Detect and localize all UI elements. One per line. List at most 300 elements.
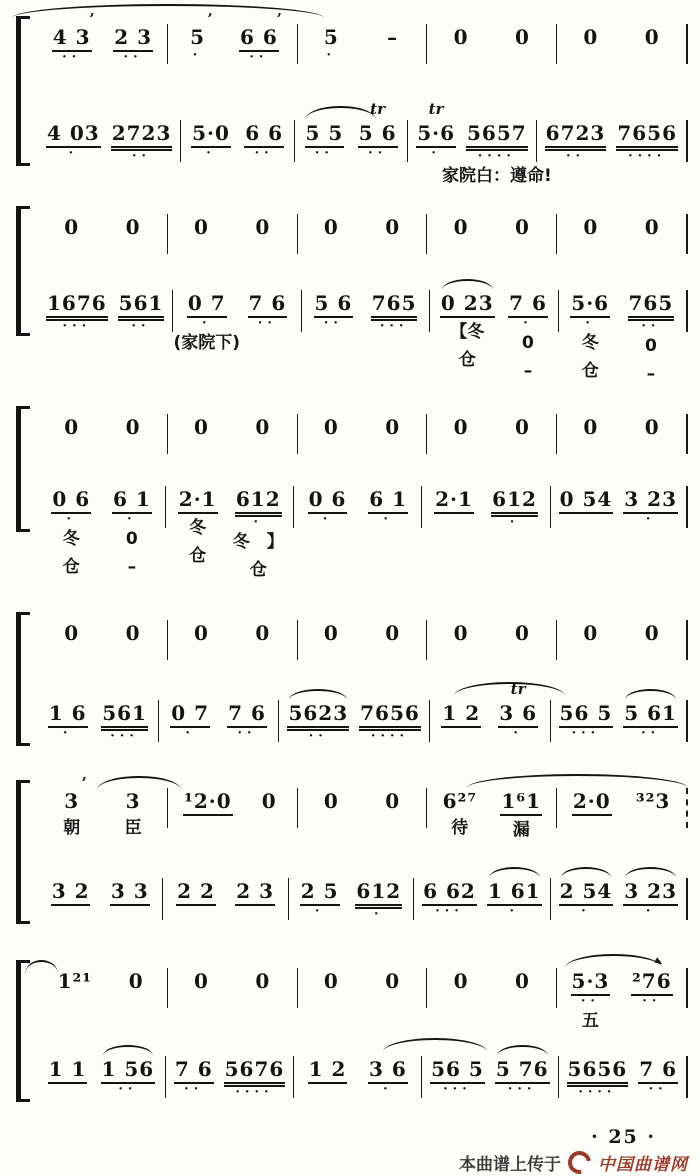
octave-dots: · bbox=[314, 904, 325, 919]
note-text: 0 bbox=[583, 621, 599, 645]
measure bbox=[38, 774, 168, 838]
note-text: 3 2 bbox=[51, 878, 91, 906]
note-group bbox=[628, 290, 675, 384]
note-text: 3 bbox=[64, 789, 80, 813]
note-group bbox=[174, 1056, 214, 1095]
note-group bbox=[170, 700, 210, 739]
voice-upper-line bbox=[38, 10, 688, 65]
system-bracket bbox=[16, 612, 30, 746]
note-group bbox=[60, 620, 84, 646]
note-group bbox=[510, 214, 534, 240]
note-text: 7 6 bbox=[227, 700, 267, 728]
note-group bbox=[189, 620, 213, 646]
note-group bbox=[355, 878, 402, 920]
note-group bbox=[640, 620, 664, 646]
slur-arc bbox=[467, 774, 688, 788]
note-text: 0 bbox=[515, 415, 530, 439]
note-text: ²76 bbox=[631, 968, 673, 996]
note-text: 5 6 bbox=[314, 290, 354, 318]
note-text: 3 6 bbox=[368, 1056, 408, 1084]
octave-dots: ·· bbox=[123, 50, 143, 65]
note-group bbox=[559, 878, 614, 917]
slur-arc bbox=[497, 1045, 548, 1056]
system-5 bbox=[38, 774, 688, 922]
note-text: – bbox=[387, 25, 399, 49]
octave-dots: ·· bbox=[118, 1082, 138, 1097]
note-group bbox=[319, 620, 343, 646]
octave-dots: ·· bbox=[249, 50, 269, 65]
lyric-text: 0 bbox=[644, 336, 657, 356]
note-group bbox=[381, 214, 405, 240]
measure bbox=[298, 414, 428, 454]
note-group bbox=[441, 700, 481, 728]
measure bbox=[38, 620, 168, 660]
octave-dots: · bbox=[68, 146, 79, 161]
note-group bbox=[449, 968, 473, 994]
note-group bbox=[422, 878, 477, 917]
trill-mark: tr bbox=[370, 100, 386, 118]
measure bbox=[551, 486, 688, 528]
note-text: 6 1 bbox=[368, 486, 408, 514]
note-text: 1⁶1 bbox=[500, 788, 542, 816]
octave-dots: · bbox=[509, 904, 519, 919]
note-text: 0 bbox=[255, 215, 271, 239]
note-text: 7 6 bbox=[248, 290, 288, 318]
note-group bbox=[48, 700, 88, 739]
measure bbox=[427, 968, 557, 1008]
octave-dots: · bbox=[431, 146, 441, 161]
measure bbox=[38, 120, 181, 162]
note-group bbox=[570, 290, 610, 381]
note-text: 5656 bbox=[567, 1056, 629, 1087]
note-group bbox=[112, 486, 152, 577]
measure bbox=[166, 486, 294, 580]
note-text: 0 23 bbox=[440, 290, 495, 318]
note-text: 0 bbox=[583, 25, 599, 49]
system-bracket bbox=[16, 780, 30, 924]
note-group bbox=[319, 24, 343, 61]
measure bbox=[551, 878, 688, 920]
note-group bbox=[623, 700, 678, 739]
note-text: 0 bbox=[64, 621, 80, 645]
lyric-text: (家院下) bbox=[173, 333, 241, 353]
octave-dots: · bbox=[322, 512, 333, 527]
slur-arc bbox=[103, 1045, 154, 1056]
measure bbox=[557, 24, 688, 64]
octave-dots: ·· bbox=[642, 994, 662, 1009]
lyric-text: 漏 bbox=[512, 820, 530, 840]
octave-dots: · bbox=[383, 512, 393, 527]
note-group bbox=[510, 968, 534, 994]
note-text: 0 bbox=[453, 415, 469, 439]
note-text: 0 bbox=[515, 215, 530, 239]
measure bbox=[427, 24, 557, 64]
page-number: · 25 · bbox=[591, 1126, 656, 1148]
note-group bbox=[57, 968, 93, 994]
note-text: 6 1 bbox=[112, 486, 152, 514]
note-text: 0 bbox=[323, 215, 339, 239]
note-text: 0 bbox=[255, 621, 271, 645]
note-text: 0 bbox=[255, 969, 271, 993]
octave-dots: ···· bbox=[628, 149, 667, 164]
note-text: 0 bbox=[323, 969, 339, 993]
octave-dots: · bbox=[509, 515, 520, 530]
note-group bbox=[491, 486, 538, 528]
note-text: 5·0 bbox=[191, 120, 231, 148]
note-group bbox=[616, 120, 678, 162]
note-group bbox=[60, 214, 84, 240]
note-text: 6 6 bbox=[239, 24, 279, 52]
note-group bbox=[183, 788, 233, 816]
watermark-upload-text: 本曲谱上传于 bbox=[459, 1155, 561, 1175]
note-group bbox=[186, 10, 213, 63]
octave-dots: ··· bbox=[435, 904, 464, 919]
measure bbox=[279, 700, 429, 742]
note-group bbox=[308, 486, 348, 525]
note-group bbox=[495, 1056, 550, 1095]
measure bbox=[427, 620, 557, 660]
note-text: 1 2 bbox=[308, 1056, 348, 1084]
measure bbox=[168, 968, 298, 1008]
measure bbox=[422, 486, 550, 528]
note-group bbox=[101, 1056, 156, 1095]
measure bbox=[289, 878, 414, 920]
note-text: 5 bbox=[190, 25, 205, 49]
note-text: 0 bbox=[194, 215, 209, 239]
percussion-text: 仓 bbox=[581, 361, 599, 381]
note-group bbox=[381, 414, 405, 440]
note-group bbox=[567, 1056, 629, 1098]
note-group bbox=[244, 120, 284, 159]
note-group bbox=[368, 1056, 408, 1095]
lyric-text: 冬 bbox=[189, 518, 207, 538]
measure bbox=[430, 680, 551, 742]
octave-dots: ·· bbox=[323, 316, 343, 331]
slur-arc bbox=[561, 867, 612, 878]
octave-dots: · bbox=[201, 316, 212, 331]
note-group bbox=[510, 24, 534, 50]
note-text: 5·6 bbox=[416, 120, 456, 148]
measure bbox=[168, 214, 298, 254]
note-text: 1676 bbox=[46, 290, 108, 321]
measure bbox=[168, 620, 298, 660]
octave-dots: ·· bbox=[641, 319, 661, 334]
note-text: 0 bbox=[453, 215, 469, 239]
note-group bbox=[248, 290, 288, 329]
note-group bbox=[319, 414, 343, 440]
system-bracket bbox=[16, 206, 30, 336]
percussion-text: 仓 bbox=[249, 560, 267, 580]
note-group bbox=[508, 290, 548, 381]
note-text: 5 76 bbox=[495, 1056, 550, 1084]
lyric-text: 臣 bbox=[124, 818, 142, 838]
voice-lower-line bbox=[38, 680, 688, 744]
note-group bbox=[314, 290, 354, 329]
note-text: 0 bbox=[385, 215, 401, 239]
note-text: 765 bbox=[371, 290, 418, 321]
measure bbox=[38, 968, 168, 1008]
measure bbox=[557, 214, 688, 254]
note-text: 0 bbox=[385, 621, 401, 645]
note-text: 3 bbox=[125, 789, 141, 813]
note-group bbox=[559, 486, 614, 514]
note-group bbox=[121, 214, 145, 240]
octave-dots: · bbox=[62, 726, 73, 741]
voice-lower-line bbox=[38, 290, 688, 384]
note-text: 3 23 bbox=[623, 878, 678, 906]
note-text: 2·1 bbox=[178, 486, 218, 514]
note-group bbox=[189, 968, 213, 994]
note-text: 56 5 bbox=[559, 700, 614, 728]
octave-dots: ·· bbox=[308, 729, 328, 744]
note-group bbox=[381, 968, 405, 994]
octave-dots: ···· bbox=[477, 149, 516, 164]
note-text: 0 7 bbox=[187, 290, 227, 318]
note-group bbox=[305, 120, 345, 159]
measure bbox=[38, 10, 168, 65]
note-text: 7 6 bbox=[508, 290, 548, 318]
note-text: 0 bbox=[128, 969, 144, 993]
system-3 bbox=[38, 414, 688, 580]
note-group bbox=[319, 788, 343, 814]
note-text: 5623 bbox=[287, 700, 349, 731]
voice-upper-line bbox=[38, 968, 688, 1031]
note-group bbox=[416, 100, 456, 161]
octave-dots: ··· bbox=[62, 319, 92, 334]
octave-dots: ··· bbox=[379, 319, 409, 334]
voice-upper-line bbox=[38, 214, 688, 254]
voice-lower-line bbox=[38, 486, 688, 580]
voice-upper-line bbox=[38, 414, 688, 454]
note-group bbox=[51, 878, 91, 906]
measure bbox=[159, 700, 280, 742]
measure bbox=[427, 788, 557, 840]
note-text: 2·1 bbox=[434, 486, 474, 514]
note-text: 2 5 bbox=[300, 878, 340, 906]
octave-dots: · bbox=[206, 146, 216, 161]
octave-dots: ·· bbox=[132, 149, 152, 164]
note-group bbox=[545, 120, 607, 162]
note-group bbox=[224, 1056, 286, 1098]
percussion-text: – bbox=[127, 557, 137, 577]
note-group bbox=[239, 10, 282, 65]
measure bbox=[298, 24, 428, 64]
measure bbox=[168, 10, 298, 65]
note-group bbox=[510, 620, 534, 646]
note-text: 0 bbox=[125, 215, 141, 239]
note-text: 0 bbox=[194, 621, 209, 645]
note-text: 0 bbox=[64, 215, 80, 239]
measure bbox=[557, 414, 688, 454]
measure bbox=[559, 290, 688, 384]
note-text: 7656 bbox=[616, 120, 678, 151]
note-group bbox=[113, 24, 153, 63]
octave-dots: · bbox=[192, 48, 203, 63]
measure bbox=[298, 968, 428, 1008]
note-text: 56 5 bbox=[430, 1056, 485, 1084]
lyric-text: 冬 bbox=[62, 529, 80, 549]
note-group bbox=[178, 486, 218, 566]
measure bbox=[168, 414, 298, 454]
measure bbox=[163, 878, 288, 920]
measure bbox=[551, 700, 688, 742]
note-text: 4 03 bbox=[46, 120, 101, 148]
measure bbox=[414, 878, 550, 920]
note-group bbox=[227, 700, 267, 739]
note-group bbox=[640, 214, 664, 240]
octave-dots: ··· bbox=[443, 1082, 472, 1097]
note-group bbox=[368, 486, 408, 525]
note-group bbox=[251, 968, 275, 994]
slur-arc bbox=[489, 867, 540, 878]
note-group bbox=[176, 878, 216, 906]
note-group bbox=[440, 290, 495, 370]
note-group bbox=[579, 24, 603, 50]
measure bbox=[295, 100, 408, 162]
octave-dots: · bbox=[383, 1082, 393, 1097]
note-group bbox=[121, 788, 145, 838]
note-text: 6²⁷ bbox=[442, 789, 478, 813]
note-text: 765 bbox=[628, 290, 675, 321]
breath-mark: ’ bbox=[89, 10, 95, 28]
voice-lower-line bbox=[38, 878, 688, 920]
measure bbox=[408, 100, 552, 186]
octave-dots: · bbox=[513, 726, 523, 741]
note-text: 2 2 bbox=[176, 878, 216, 906]
octave-dots: ·· bbox=[257, 316, 277, 331]
measure bbox=[166, 1056, 294, 1098]
note-text: 0 bbox=[644, 621, 660, 645]
octave-dots: · bbox=[523, 316, 533, 331]
note-text: 5676 bbox=[224, 1056, 286, 1087]
note-text: 0 bbox=[644, 215, 660, 239]
note-group bbox=[189, 214, 213, 240]
note-text: 2723 bbox=[111, 120, 173, 151]
note-text: 0 bbox=[515, 621, 530, 645]
note-group bbox=[121, 414, 145, 440]
note-text: 6723 bbox=[545, 120, 607, 151]
note-group bbox=[631, 968, 673, 1007]
lyric-text: 冬 bbox=[581, 333, 599, 353]
note-text: 0 bbox=[125, 621, 141, 645]
note-text: 3 3 bbox=[110, 878, 150, 906]
note-group bbox=[449, 414, 473, 440]
lyric-text: 冬 】 bbox=[232, 532, 284, 552]
note-group bbox=[449, 214, 473, 240]
slur-arc bbox=[625, 689, 676, 700]
measure bbox=[38, 414, 168, 454]
measure bbox=[559, 1056, 688, 1098]
breath-mark: ’ bbox=[276, 10, 282, 28]
note-text: 5·3 bbox=[571, 968, 611, 996]
system-4 bbox=[38, 620, 688, 742]
note-text: ³²3 bbox=[635, 789, 671, 813]
note-group bbox=[441, 120, 552, 186]
octave-dots: · bbox=[127, 512, 137, 527]
note-group bbox=[110, 878, 150, 906]
note-group bbox=[572, 788, 612, 816]
measure bbox=[298, 620, 428, 660]
note-group bbox=[449, 620, 473, 646]
octave-dots: · bbox=[585, 316, 595, 331]
trill-mark: tr bbox=[428, 100, 444, 118]
octave-dots: · bbox=[645, 904, 656, 919]
note-group bbox=[46, 120, 101, 159]
note-text: 2·0 bbox=[572, 788, 612, 816]
measure bbox=[173, 290, 301, 353]
note-group bbox=[559, 700, 614, 739]
octave-dots: ·· bbox=[131, 319, 151, 334]
octave-dots: ··· bbox=[507, 1082, 537, 1097]
note-group bbox=[640, 414, 664, 440]
note-text: 0 bbox=[644, 415, 660, 439]
note-text: 2 3 bbox=[113, 24, 153, 52]
note-text: 0 bbox=[515, 969, 530, 993]
note-group bbox=[101, 700, 148, 742]
note-group bbox=[300, 878, 340, 917]
note-group bbox=[381, 24, 405, 50]
note-text: 0 bbox=[323, 415, 339, 439]
note-group bbox=[48, 1056, 88, 1084]
note-group bbox=[60, 414, 84, 440]
note-text: 2 3 bbox=[235, 878, 275, 906]
measure bbox=[537, 120, 688, 162]
note-text: 0 bbox=[644, 25, 660, 49]
note-group bbox=[46, 290, 108, 332]
note-group bbox=[434, 486, 474, 514]
note-text: 0 7 bbox=[170, 700, 210, 728]
music-site-logo-icon bbox=[563, 1146, 595, 1176]
measure bbox=[298, 214, 428, 254]
note-group bbox=[308, 1056, 348, 1084]
note-text: 4 3 bbox=[52, 24, 92, 52]
note-group bbox=[500, 788, 542, 840]
note-group bbox=[111, 120, 173, 162]
lyric-text: 0 bbox=[125, 529, 138, 549]
note-group bbox=[257, 788, 281, 814]
note-group bbox=[232, 486, 284, 580]
note-group bbox=[251, 414, 275, 440]
octave-dots: ···· bbox=[370, 729, 410, 744]
note-text: 1 6 bbox=[48, 700, 88, 728]
note-text: 5 61 bbox=[623, 700, 678, 728]
note-text: 7 6 bbox=[638, 1056, 678, 1084]
octave-dots: · bbox=[326, 48, 337, 63]
note-text: 612 bbox=[235, 486, 282, 517]
note-text: 3 6 bbox=[498, 700, 538, 728]
measure bbox=[298, 788, 428, 828]
note-text: 2 54 bbox=[559, 878, 614, 906]
note-group bbox=[638, 1056, 678, 1095]
measure bbox=[38, 214, 168, 254]
note-text: 1 1 bbox=[48, 1056, 88, 1084]
slur-arc bbox=[289, 689, 347, 700]
note-group bbox=[173, 290, 241, 353]
site-name: 中国曲谱网 bbox=[598, 1155, 688, 1175]
note-text: 1 2 bbox=[441, 700, 481, 728]
note-text: 0 bbox=[64, 415, 80, 439]
note-group bbox=[124, 968, 148, 994]
voice-upper-line bbox=[38, 774, 688, 840]
note-text: 0 bbox=[583, 415, 599, 439]
lyric-text: 【冬 bbox=[450, 322, 485, 342]
octave-dots: ·· bbox=[565, 149, 586, 164]
watermark bbox=[459, 1150, 688, 1175]
slur-arc bbox=[442, 279, 493, 290]
note-text: 6 6 bbox=[244, 120, 284, 148]
note-group bbox=[287, 700, 349, 742]
system-bracket bbox=[16, 406, 30, 532]
